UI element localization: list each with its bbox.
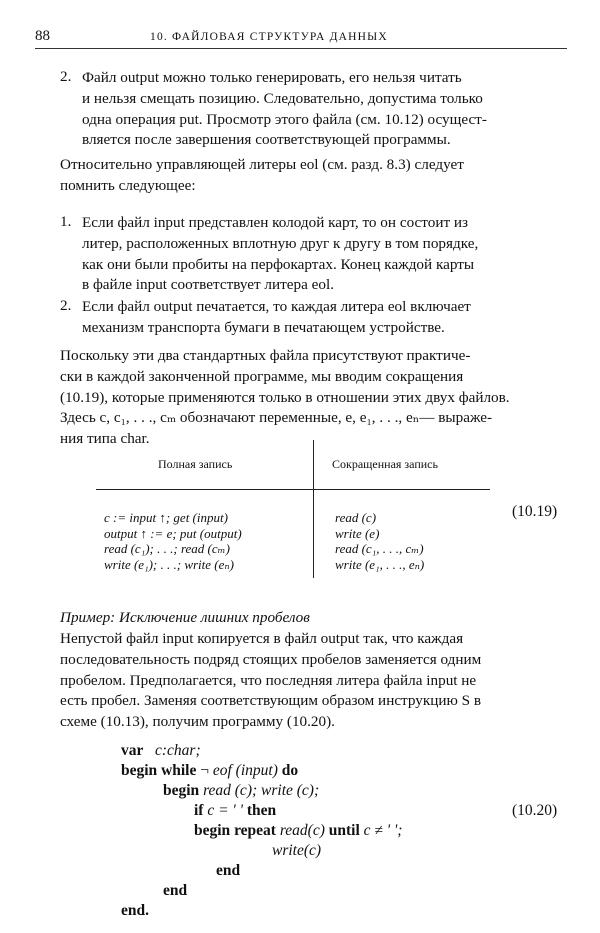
text-line: Здесь c, c₁, . . ., cₘ обозначают переменные, e, e₁, . . ., eₙ— выраже- xyxy=(60,409,493,427)
keyword: begin xyxy=(163,782,200,799)
table-row-full: write (e₁); . . .; write (eₙ) xyxy=(104,556,234,572)
keyword: var xyxy=(121,742,144,759)
code-text: c ≠ ' '; xyxy=(363,822,403,839)
keyword: then xyxy=(246,802,277,819)
example-title: Пример: Исключение лишних пробелов xyxy=(60,609,310,626)
table-header-full: Полная запись xyxy=(158,457,233,471)
text-line: схеме (10.13), получим программу (10.20). xyxy=(60,713,335,731)
equation-label-10-19: (10.19) xyxy=(512,503,558,520)
keyword: do xyxy=(281,762,299,779)
text-line: и нельзя смещать позицию. Следовательно, допустима только xyxy=(82,89,483,107)
text-line: есть пробел. Заменяя соответствующим образом инструкцию S в xyxy=(60,692,482,710)
list-item-output xyxy=(82,297,568,339)
text-line: литер, расположенных вплотную друг к другу в том порядке, xyxy=(82,234,479,252)
paragraph-eol xyxy=(60,155,568,197)
text-line: ния типа char. xyxy=(60,430,150,448)
code-line-while xyxy=(121,762,298,780)
code-line-if xyxy=(194,802,276,820)
table-horizontal-rule xyxy=(96,489,490,490)
keyword: begin xyxy=(121,762,158,779)
code-line-var xyxy=(121,742,201,760)
item-number: 2. xyxy=(60,68,72,85)
code-line-end xyxy=(216,862,240,880)
keyword: if xyxy=(194,802,204,819)
code-text: read(c) xyxy=(279,822,325,839)
code-text: eof (input) xyxy=(212,762,278,779)
example-paragraph xyxy=(60,629,568,733)
table-vertical-rule xyxy=(313,440,314,578)
text-line: Поскольку эти два стандартных файла присутствуют практиче- xyxy=(60,347,471,364)
table-row-full: read (c₁); . . .; read (cₘ) xyxy=(104,541,230,556)
text-line: Если файл output печатается, то каждая литера eol включает xyxy=(82,298,471,315)
table-header-short: Сокращенная запись xyxy=(332,457,438,471)
keyword: repeat xyxy=(234,822,276,839)
text-line: помнить следующее: xyxy=(60,176,196,194)
table-row-full: output ↑ := e; put (output) xyxy=(104,525,242,541)
not-symbol: ¬ xyxy=(200,762,209,779)
page-number: 88 xyxy=(35,28,50,44)
keyword: until xyxy=(328,822,360,839)
code-line-end-final xyxy=(121,902,149,920)
text-line: Если файл input представлен колодой карт, то он состоит из xyxy=(82,214,469,231)
paragraph-standard-files xyxy=(60,346,568,450)
keyword: end. xyxy=(121,902,149,919)
code-line-end xyxy=(163,882,187,900)
code-line-repeat xyxy=(194,822,402,840)
keyword: begin xyxy=(194,822,231,839)
list-item-input xyxy=(82,213,568,296)
text-line: ски в каждой законченной программе, мы вводим сокращения xyxy=(60,367,464,385)
item-output-text xyxy=(82,68,568,151)
keyword: end xyxy=(163,882,188,899)
item-number: 1. xyxy=(60,213,72,230)
chapter-title: 10. ФАЙЛОВАЯ СТРУКТУРА ДАННЫХ xyxy=(150,31,388,43)
text-line: пробелом. Предполагается, что последняя литера файла input не xyxy=(60,671,477,689)
code-text: c:char; xyxy=(155,742,201,759)
table-row-short: write (e) xyxy=(335,525,380,541)
keyword: while xyxy=(161,762,197,779)
text-line: Файл output можно только генерировать, его нельзя читать xyxy=(82,69,462,86)
code-text: read (c); write (c); xyxy=(203,782,320,799)
text-line: механизм транспорта бумаги в печатающем устройстве. xyxy=(82,318,445,336)
table-row-full: c := input ↑; get (input) xyxy=(104,510,228,525)
table-cell-full xyxy=(104,510,242,572)
table-row-short: write (e₁, . . ., eₙ) xyxy=(335,556,425,572)
header-rule xyxy=(35,48,567,49)
table-cell-short xyxy=(335,510,424,572)
text-line: последовательность подряд стоящих пробелов заменяется одним xyxy=(60,650,482,668)
code-line-write xyxy=(272,842,321,860)
text-line: вляется после завершения соответствующей программы. xyxy=(82,131,451,149)
code-text: c = ' ' xyxy=(207,802,243,819)
text-line: (10.19), которые применяются только в отношении этих двух файлов. xyxy=(60,388,510,406)
table-row-short: read (c₁, . . ., cₘ) xyxy=(335,541,424,556)
text-line: в файле input соответствует литера eol. xyxy=(82,276,334,294)
item-number: 2. xyxy=(60,297,72,314)
keyword: end xyxy=(216,862,241,879)
text-line: Непустой файл input копируется в файл output так, что каждая xyxy=(60,630,464,647)
equation-label-10-20: (10.20) xyxy=(512,802,558,819)
code-line-read-write xyxy=(163,782,319,800)
code-text: write(c) xyxy=(272,842,322,859)
text-line: Относительно управляющей литеры eol (см. разд. 8.3) следует xyxy=(60,156,464,173)
text-line: как они были пробиты на перфокартах. Конец каждой карты xyxy=(82,255,475,273)
text-line: одна операция put. Просмотр этого файла (см. 10.12) осущест- xyxy=(82,110,487,128)
table-row-short: read (c) xyxy=(335,510,377,525)
